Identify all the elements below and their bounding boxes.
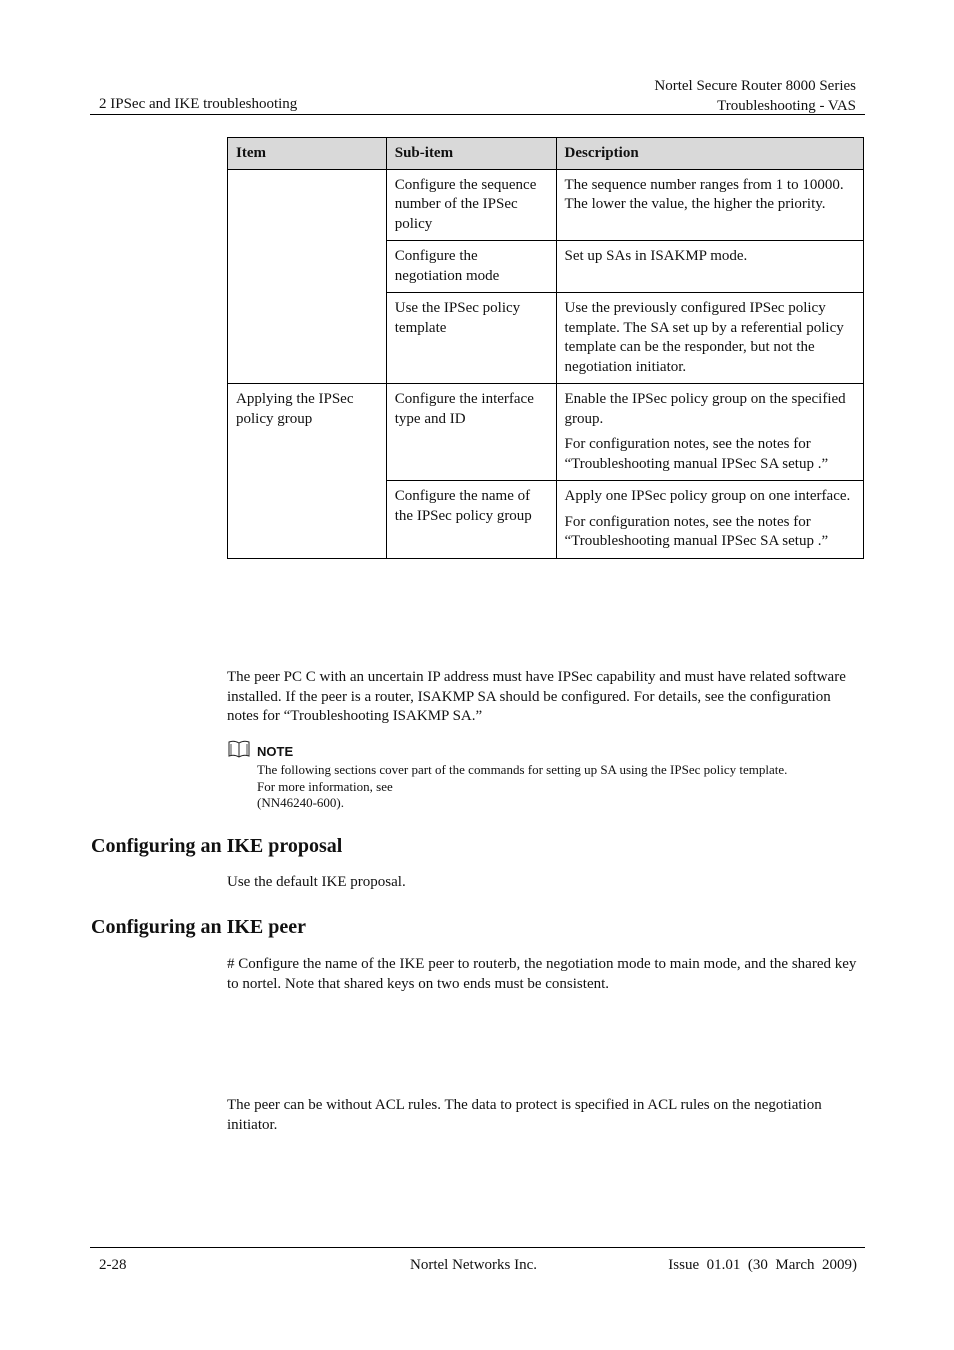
note-text	[257, 762, 857, 812]
table-cell-subitem: Use the IPSec policy template	[386, 293, 556, 384]
paragraph-peer-requirements: The peer PC C with an uncertain IP address must have IPSec capability and must have related software installed. If the peer is a router, ISAKMP SA should be configured. For details, see the configuration notes for “Troubleshooting ISAKMP SA.”	[227, 669, 846, 724]
footer-rule	[90, 1247, 865, 1248]
heading-ike-proposal: Configuring an IKE proposal	[91, 835, 343, 857]
table-cell-subitem: Configure the interface type and ID	[386, 384, 556, 481]
footer-issue: Issue 01.01 (30 March 2009)	[668, 1257, 857, 1273]
table-cell-subitem: Configure the sequence number of the IPSec policy	[386, 169, 556, 241]
table-cell-subitem: Configure the negotiation mode	[386, 241, 556, 293]
note-label: NOTE	[257, 744, 294, 759]
description-text: For configuration notes, see the notes for “Troubleshooting manual IPSec SA setup .”	[564, 436, 829, 472]
header-product-info	[654, 76, 856, 116]
table-row	[228, 169, 864, 241]
table-cell-description	[556, 293, 864, 384]
description-text: The sequence number ranges from 1 to 10000. The lower the value, the higher the priority.	[564, 176, 844, 212]
table-header-description: Description	[556, 138, 864, 170]
paragraph-default-proposal: Use the default IKE proposal.	[227, 874, 406, 890]
table-cell-item	[228, 169, 387, 384]
description-text: Apply one IPSec policy group on one interface.	[564, 488, 851, 504]
table-cell-item: Applying the IPSec policy group	[228, 384, 387, 559]
table-header-item: Item	[228, 138, 387, 170]
note-book-icon	[228, 740, 250, 758]
table-cell-description	[556, 384, 864, 481]
note-line: The following sections cover part of the commands for setting up SA using the IPSec policy template.	[257, 762, 788, 777]
table-cell-description	[556, 241, 864, 293]
table-cell-description	[556, 481, 864, 559]
header-rule	[90, 114, 865, 115]
header-section-title: 2 IPSec and IKE troubleshooting	[99, 96, 298, 112]
paragraph-configure-peer: # Configure the name of the IKE peer to routerb, the negotiation mode to main mode, and the shared key to nortel. Note that shared keys on two ends must be consistent.	[227, 956, 857, 992]
description-text: Set up SAs in ISAKMP mode.	[564, 248, 748, 264]
note-line: (NN46240-600).	[257, 795, 345, 810]
table-header-row	[228, 138, 864, 170]
header-product: Nortel Secure Router 8000 Series	[654, 78, 856, 94]
table-cell-description	[556, 169, 864, 241]
footer-company: Nortel Networks Inc.	[410, 1257, 538, 1273]
heading-ike-peer: Configuring an IKE peer	[91, 916, 307, 938]
header-doc: Troubleshooting - VAS	[717, 98, 856, 114]
description-text: Enable the IPSec policy group on the specified group.	[564, 391, 846, 427]
description-text: For configuration notes, see the notes for “Troubleshooting manual IPSec SA setup .”	[564, 513, 829, 549]
policy-config-table	[227, 137, 864, 559]
paragraph-acl-rules: The peer can be without ACL rules. The data to protect is specified in ACL rules on the negotiation initiator.	[227, 1097, 822, 1133]
table-row	[228, 384, 864, 481]
description-text: Use the previously configured IPSec policy template. The SA set up by a referential policy template can be the responder, but not the negotiation initiator.	[564, 300, 844, 375]
table-cell-subitem: Configure the name of the IPSec policy group	[386, 481, 556, 559]
note-line: For more information, see	[257, 778, 393, 794]
table-header-subitem: Sub-item	[386, 138, 556, 170]
footer-page-number: 2-28	[99, 1257, 127, 1273]
